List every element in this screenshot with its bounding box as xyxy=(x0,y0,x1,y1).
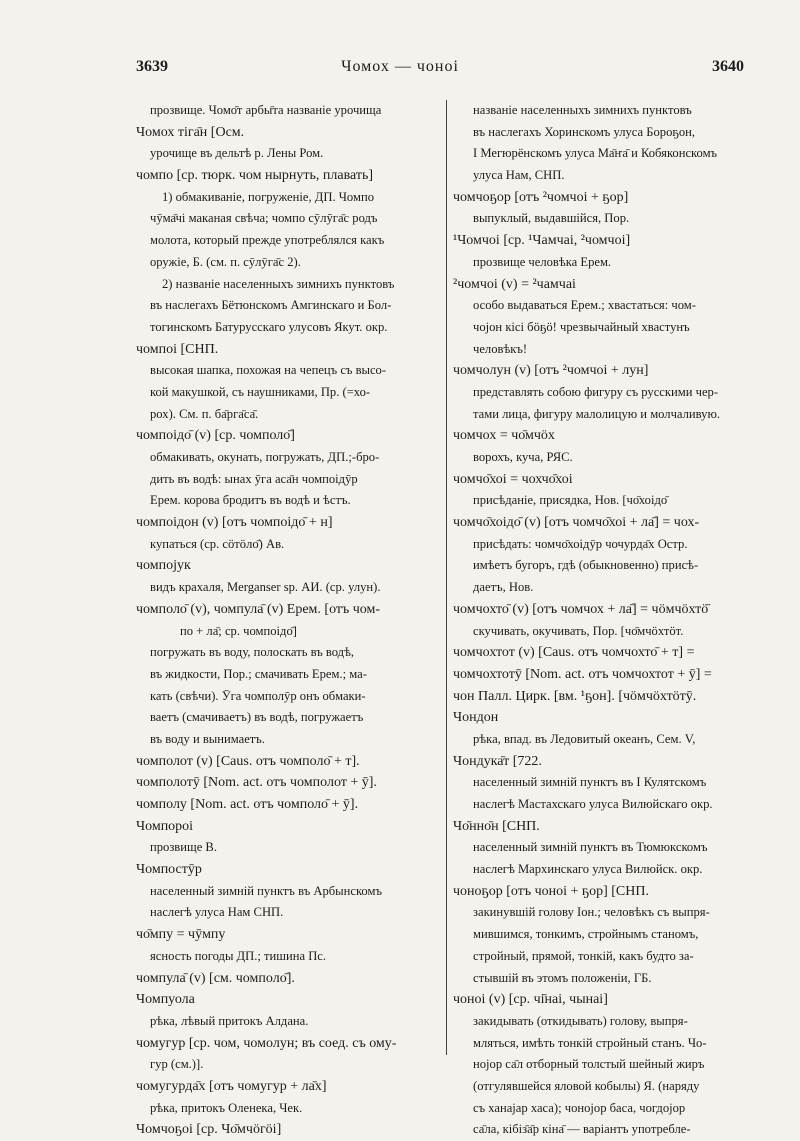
left-column xyxy=(136,100,442,1141)
entry-text-line: 1) обмакиваніе, погруженіе, ДП. Чомпо xyxy=(162,189,374,204)
entry-text-line: молота, который прежде употреблялся какъ xyxy=(150,233,385,248)
entry-text-line: наслегѣ Мархинскаго улуса Вилюйск. окр. xyxy=(473,862,703,877)
entry-text-line: чоjон кісі бӧҕӧ! чрезвычайный хвастунъ xyxy=(473,319,690,334)
entry-text-line: названіе населенныхъ зимнихъ пунктовъ xyxy=(473,103,692,117)
entry-headword-line: ²чомчоі (v) = ²чамчаі xyxy=(453,276,576,292)
entry-text-line: купаться (ср. сӧтӧло̄) Ав. xyxy=(150,536,285,551)
entry-headword-line: Чомох тіга̄н [Осм. xyxy=(136,124,245,140)
entry-text-line: рох). См. п. ба̄рга̄са̄. xyxy=(150,406,259,421)
entry-headword-line: Чомпороі xyxy=(136,818,194,834)
entry-headword-line: чомчолун (v) [отъ ²чомчоі + лун] xyxy=(453,363,649,379)
entry-text-line: закинувшій голову Іон.; человѣкъ съ выпря- xyxy=(473,905,710,920)
entry-text-line: рѣка, лѣвый притокъ Алдана. xyxy=(150,1013,309,1028)
entry-text-line: тогинскомъ Батурусскаго улусовъ Якут. окр. xyxy=(150,319,388,334)
entry-text-line: въ наслегахъ Хоринскомъ улуса Бороҕон, xyxy=(473,124,696,139)
entry-headword-line: чомугур [ср. чом, чомолун; въ соед. съ ому- xyxy=(136,1035,397,1051)
entry-headword-line: чомчох = чо̄мчӧх xyxy=(453,428,555,444)
entry-headword-line: Чондука̄т [722. xyxy=(453,753,542,769)
entry-text-line: погружать въ воду, полоскать въ водѣ, xyxy=(150,645,355,660)
entry-text-line: человѣкъ! xyxy=(473,341,528,356)
entry-text-line: (отгулявшейся яловой кобылы) Я. (наряду xyxy=(473,1078,700,1093)
entry-headword-line: чомпула̄ (v) [см. чомполо̄]. xyxy=(136,970,295,986)
entry-text-line: ворохъ, куча, РЯС. xyxy=(473,450,573,464)
entry-headword-line: ¹Чомчоі [ср. ¹Чамчаі, ²чомчоі] xyxy=(453,233,631,249)
entry-text-line: особо выдаваться Ерем.; хвастаться: чом- xyxy=(473,298,696,313)
column-divider xyxy=(446,100,447,1055)
entry-headword-line: чомпоі [СНП. xyxy=(136,341,219,357)
entry-text-line: присѣданіе, присядка, Нов. [чо̄хоідо̄ xyxy=(473,493,668,508)
entry-text-line: Ерем. корова бродитъ въ водѣ и ѣстъ. xyxy=(150,493,351,508)
entry-text-line: закидывать (откидывать) голову, выпря- xyxy=(473,1013,688,1028)
entry-headword-line: чомугурда̄х [отъ чомугур + ла̄х] xyxy=(136,1078,327,1094)
entry-text-line: мляться, имѣть тонкій стройный станъ. Чо- xyxy=(473,1035,707,1050)
entry-headword-line: чомпо [ср. тюрк. чом нырнуть, плавать] xyxy=(136,168,374,184)
entry-headword-line: чоноі (v) [ср. чі̄наі, чынаі] xyxy=(453,992,608,1008)
entry-text-line: оружіе, Б. (см. п. сӯлӯга̄с 2). xyxy=(150,254,301,269)
entry-text-line: чӯма̄чі маканая свѣча; чомпо сӯлӯга̄с родъ xyxy=(150,211,378,226)
entry-headword-line: чоноҕор [отъ чоноі + ҕор] [СНП. xyxy=(453,883,649,899)
entry-headword-line: чомполо̄ (v), чомпула̄ (v) Ерем. [отъ чом- xyxy=(136,601,381,617)
entry-headword-line: чомчо̄хоі = чохчо̄хоі xyxy=(453,471,573,487)
entry-headword-line: чомчоҕор [отъ ²чомчоі + ҕор] xyxy=(453,189,629,205)
entry-headword-line: чомпоідон (v) [отъ чомпоідо̄ + н] xyxy=(136,515,333,531)
entry-text-line: съ ханаjар хаса); чоноjор баса, чогдоjор xyxy=(473,1100,686,1115)
entry-text-line: мившимся, тонкимъ, стройнымъ станомъ, xyxy=(473,927,699,942)
entry-text-line: въ жидкости, Пор.; смачивать Ерем.; ма- xyxy=(150,666,367,681)
entry-text-line: обмакивать, окунать, погружать, ДП.;-бро- xyxy=(150,450,380,464)
entry-text-line: рѣка, притокъ Оленека, Чек. xyxy=(150,1100,303,1115)
entry-headword-line: чомчохтот (v) [Caus. отъ чомчохто̄ + т] = xyxy=(453,645,695,661)
left-page-number: 3639 xyxy=(136,58,168,75)
entry-text-line: кой макушкой, съ наушниками, Пр. (=хо- xyxy=(150,384,371,399)
running-title: Чомох — чоноі xyxy=(341,58,459,75)
entry-headword-line: чомполотӯ [Nom. act. отъ чомполот + ӯ]. xyxy=(136,775,377,791)
entry-text-line: стывшій въ этомъ положеніи, ГБ. xyxy=(473,970,652,985)
entry-text-line: населенный зимній пунктъ въ I Кулятскомъ xyxy=(473,775,707,790)
entry-text-line: скучивать, окучивать, Пор. [чо̄мчӧхтӧт. xyxy=(473,623,684,638)
entry-headword-line: Чондон xyxy=(453,710,499,726)
entry-text-line: выпуклый, выдавшійся, Пор. xyxy=(473,211,630,226)
entry-text-line: ноjор са̄л отборный толстый шейный жиръ xyxy=(473,1057,705,1072)
entry-text-line: дить въ водѣ: ынах ӯга аса̄н чомпоідӯр xyxy=(150,471,358,486)
entry-headword-line: Чо̄нно̄н [СНП. xyxy=(453,818,540,834)
entry-text-line: въ воду и вынимаетъ. xyxy=(150,731,265,746)
entry-text-line: даетъ, Нов. xyxy=(473,580,534,595)
entry-text-line: 2) названіе населенныхъ зимнихъ пунктовъ xyxy=(162,276,395,291)
entry-text-line: населенный зимній пунктъ въ Тюмюкскомъ xyxy=(473,840,708,855)
page-header xyxy=(0,58,800,88)
entry-text-line: высокая шапка, похожая на чепецъ съ высо- xyxy=(150,363,387,378)
entry-headword-line: Чомпуола xyxy=(136,992,195,1008)
entry-text-line: видъ крахаля, Merganser sp. АИ. (ср. улун). xyxy=(150,580,381,595)
entry-text-line: гур (см.)]. xyxy=(150,1057,204,1072)
entry-text-line: ваетъ (смачиваетъ) въ водѣ, погружаетъ xyxy=(150,710,364,725)
entry-text-line: тами лица, фигуру малолицую и молчаливую. xyxy=(473,406,721,421)
entry-text-line: въ наслегахъ Бётюнскомъ Амгинскаго и Бол- xyxy=(150,298,392,313)
entry-text-line: I Мегюрёнскомъ улуса Ма̄ҥа̄ и Кобяконскомъ xyxy=(473,146,718,161)
entry-text-line: присѣдать: чомчо̄хоідӯр чочурда̄х Остр. xyxy=(473,536,688,551)
entry-headword-line: чомчохто̄ (v) [отъ чомчох + ла̄] = чӧмчӧхтӧ̄ xyxy=(453,601,709,617)
entry-headword-line: чомпоідо̄ (v) [ср. чомполо̄] xyxy=(136,428,295,444)
entry-text-line: прозвище. Чомо̄т арбы̄та названіе урочища xyxy=(150,103,382,117)
entry-text-line: населенный зимній пунктъ въ Арбынскомъ xyxy=(150,883,382,898)
entry-headword-line: Чомпостӯр xyxy=(136,862,202,878)
entry-text-line: улуса Нам, СНП. xyxy=(473,168,565,183)
entry-headword-line: чомчо̄хоідо̄ (v) [отъ чомчо̄хоі + ла̄] = чох- xyxy=(453,515,700,531)
entry-text-line: наслегѣ улуса Нам СНП. xyxy=(150,905,284,920)
entry-text-line: урочище въ дельтѣ р. Лены Ром. xyxy=(150,146,324,161)
entry-text-line: по + ла̄; ср. чомпоідо̄] xyxy=(180,623,297,638)
entry-text-line: стройный, прямой, тонкій, какъ будто за- xyxy=(473,948,694,963)
right-column xyxy=(453,100,765,1141)
entry-headword-line: чомчохтотӯ [Nom. act. отъ чомчохтот + ӯ] = xyxy=(453,666,712,682)
entry-text-line: представлять собою фигуру съ русскими чер- xyxy=(473,384,719,399)
entry-text-line: са̄ла, кібіз̄а̄р кіна̄ — варіантъ употребле- xyxy=(473,1122,691,1137)
entry-text-line: прозвище человѣка Ерем. xyxy=(473,254,612,269)
entry-text-line: наслегѣ Мастахскаго улуса Вилюйскаго окр. xyxy=(473,797,713,811)
entry-text-line: прозвище В. xyxy=(150,840,217,855)
right-page-number: 3640 xyxy=(712,58,744,75)
entry-headword-line: чомполу [Nom. act. отъ чомполо̄ + ӯ]. xyxy=(136,797,359,812)
entry-headword-line: чомпоjук xyxy=(136,558,191,574)
entry-headword-line: чомполот (v) [Caus. отъ чомполо̄ + т]. xyxy=(136,753,360,769)
entry-headword-line: Чомчоҕоі [ср. Чо̄мчӧгӧі] xyxy=(136,1122,282,1138)
entry-headword-line: чо̄мпу = чӯмпу xyxy=(136,927,226,943)
entry-text-line: ясность погоды ДП.; тишина Пс. xyxy=(150,948,327,963)
entry-text-line: имѣетъ бугоръ, гдѣ (обыкновенно) присѣ- xyxy=(473,558,699,573)
entry-headword-line: чон Палл. Цирк. [вм. ¹ҕон]. [чӧмчӧхтӧтӯ. xyxy=(453,688,697,704)
entry-text-line: кать (свѣчи). Ӯга чомполӯр онъ обмаки- xyxy=(150,688,366,703)
entry-text-line: рѣка, впад. въ Ледовитый океанъ, Сем. V, xyxy=(473,731,696,746)
